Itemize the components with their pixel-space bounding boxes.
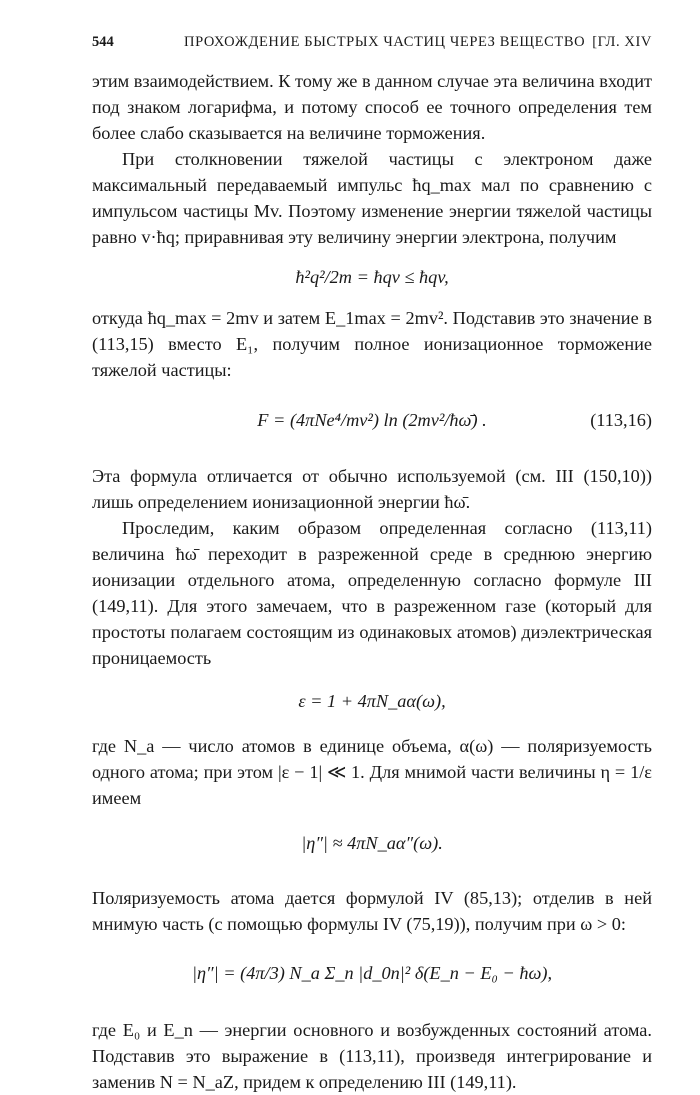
paragraph-5: Проследим, каким образом определенная согласно (113,11) величина ħω̄ переходит в разреженной среде в среднюю энергию ионизации отдельного атома, определенную согласно формуле III (149,11). Для этого замечаем, что в разреженном газе (который для простоты полагаем состоящим из одинаковых атомов) диэлектрическая проницаемость — [92, 518, 652, 668]
running-header — [92, 34, 652, 56]
equation-113-16-body: F = (4πNe⁴/mv²) ln (2mv²/ħω̄) . — [257, 410, 487, 430]
paragraph-1: этим взаимодействием. К тому же в данном случае эта величина входит под знаком логарифма, и потому способ ее точного определения тем более слабо сказывается на величине торможения. — [92, 71, 652, 143]
equation-permittivity: ε = 1 + 4πN_aα(ω), — [298, 691, 446, 711]
paragraph-2: При столкновении тяжелой частицы с электроном даже максимальный передаваемый импульс ħq_max мал по сравнению с импульсом частицы Mv. Поэтому изменение энергии тяжелой частицы равно v·ħq; приравнивая эту величину энергии электрона, получим — [92, 149, 652, 247]
paragraph-8: где E₀ и E_n — энергии основного и возбужденных состояний атома. Подставив это выражение в (113,11), произведя интегрирование и заменив N = N_aZ, придем к определению III (149,11). — [92, 1020, 652, 1092]
equation-113-16 — [92, 389, 652, 451]
paragraph-7: Поляризуемость атома дается формулой IV (85,13); отделив в ней мнимую часть (с помощью формулы IV (75,19)), получим при ω > 0: — [92, 888, 652, 934]
running-title: ПРОХОЖДЕНИЕ БЫСТРЫХ ЧАСТИЦ ЧЕРЕЗ ВЕЩЕСТВО — [184, 34, 586, 50]
chapter-label: [ГЛ. XIV — [592, 34, 652, 50]
page-number: 544 — [92, 34, 114, 50]
equation-number: (113,16) — [590, 410, 652, 430]
paragraph-6: где N_a — число атомов в единице объема, α(ω) — поляризуемость одного атома; при этом |ε − 1| ≪ 1. Для мнимой части величины η = 1/ε имеем — [92, 736, 652, 808]
paragraph-3: откуда ħq_max = 2mv и затем E_1max = 2mv². Подставив это значение в (113,15) вместо E₁, получим полное ионизационное торможение тяжелой частицы: — [92, 308, 652, 380]
equation-eta-sum: |η″| = (4π/3) N_a Σ_n |d_0n|² δ(E_n − E₀ − ħω), — [191, 963, 553, 983]
paragraph-4: Эта формула отличается от обычно используемой (см. III (150,10)) лишь определением ионизационной энергии ħω̄. — [92, 466, 652, 512]
equation-imaginary-eta: |η″| ≈ 4πN_aα″(ω). — [301, 833, 443, 853]
equation-energy-balance: ħ²q²/2m = ħqv ≤ ħqv, — [295, 267, 449, 287]
page-body — [92, 68, 652, 1095]
